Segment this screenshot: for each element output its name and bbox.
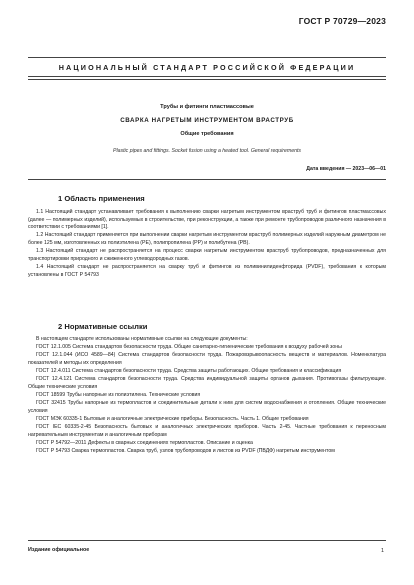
section-2-body [28, 336, 386, 456]
document-subtitle: Трубы и фитинги пластмассовые [160, 104, 254, 110]
reference-item: ГОСТ IEC 60335-2-45 Безопасность бытовых и аналогичных электрических приборов. Часть 2-45. Частные требования к переносным нагревательным инструментам и аналогичным приборам [28, 424, 386, 438]
paragraph: 1.3 Настоящий стандарт не распространяется на процесс сварки нагретым инструментом враструб трубопроводов, предназначенных для транспортировки природного и сжиженного углеводородных газов. [28, 248, 386, 262]
paragraph: 1.2 Настоящий стандарт применяется при выполнении сварки нагретым инструментом враструб полимерных изделий наружным диаметром не более 125 мм, изготовленных из полиэтилена (PE), полипропилена (PP) и полибутена (PB). [28, 232, 386, 246]
banner-rule-lower [28, 79, 386, 80]
official-edition-label: Издание официальное [28, 547, 90, 553]
date-rule [28, 179, 386, 180]
english-title: Plastic pipes and fittings. Socket fusion using a heated tool. General requirements [112, 148, 301, 154]
reference-item: ГОСТ Р 54793 Сварка термопластов. Сварка труб, узлов трубопроводов и листов из PVDF (ПВДФ) нагретым инструментом [36, 448, 335, 455]
document-requirements: Общие требования [180, 131, 234, 137]
reference-item: ГОСТ 18599 Трубы напорные из полиэтилена. Технические условия [36, 392, 201, 399]
section-1-body [28, 209, 386, 280]
reference-item: ГОСТ 12.4.011 Система стандартов безопасности труда. Средства защиты работающих. Общие требования и классификация [36, 368, 342, 375]
section-2-heading: 2 Нормативные ссылки [58, 322, 148, 331]
introduction-date: Дата введения — 2023—06—01 [306, 166, 386, 172]
reference-item: ГОСТ Р 54792—2011 Дефекты в сварных соединениях термопластов. Описание и оценка [36, 440, 253, 447]
gost-number: ГОСТ Р 70729—2023 [298, 16, 386, 26]
reference-item: ГОСТ 12.4.121 Система стандартов безопасности труда. Средства индивидуальной защиты органов дыхания. Противогазы фильтрующие. Общие технические условия [28, 376, 386, 390]
paragraph: 1.4 Настоящий стандарт не распространяется на сварку труб и фитингов из поливинилиденфторида (PVDF), требования к которым установлены в ГОСТ Р 54793 [28, 263, 386, 278]
footer-rule [28, 540, 386, 541]
reference-item: ГОСТ МЭК 60335-1 Бытовые и аналогичные электрические приборы. Безопасность. Часть 1. Общие требования [36, 416, 309, 423]
national-standard-banner: НАЦИОНАЛЬНЫЙ СТАНДАРТ РОССИЙСКОЙ ФЕДЕРАЦИИ [58, 63, 356, 72]
reference-item: ГОСТ 12.1.044 (ИСО 4589—84) Система стандартов безопасности труда. Пожаровзрывоопасность веществ и материалов. Номенклатура показателей и методы их определения [28, 352, 386, 366]
section-1-heading: 1 Область применения [58, 194, 145, 203]
top-rule [28, 57, 386, 58]
reference-item: ГОСТ 12.1.005 Система стандартов безопасности труда. Общие санитарно-гигиенические требования к воздуху рабочей зоны [36, 344, 342, 351]
page-number: 1 [381, 548, 384, 554]
reference-item: ГОСТ 32415 Трубы напорные из термопластов и соединительные детали к ним для систем водоснабжения и отопления. Общие технические условия [28, 400, 386, 414]
banner-rule-upper [28, 76, 386, 77]
document-title: СВАРКА НАГРЕТЫМ ИНСТРУМЕНТОМ ВРАСТРУБ [120, 117, 294, 124]
paragraph: 1.1 Настоящий стандарт устанавливает требования к выполнению сварки нагретым инструментом враструб труб и фитингов пластмассовых (далее — полимерных изделий), используемых в строительстве, при реконструкции, а также при ремонте трубопроводов различного назначения в соответствии с требованиями [1]. [28, 209, 386, 231]
paragraph: В настоящем стандарте использованы нормативные ссылки на следующие документы: [36, 336, 248, 342]
